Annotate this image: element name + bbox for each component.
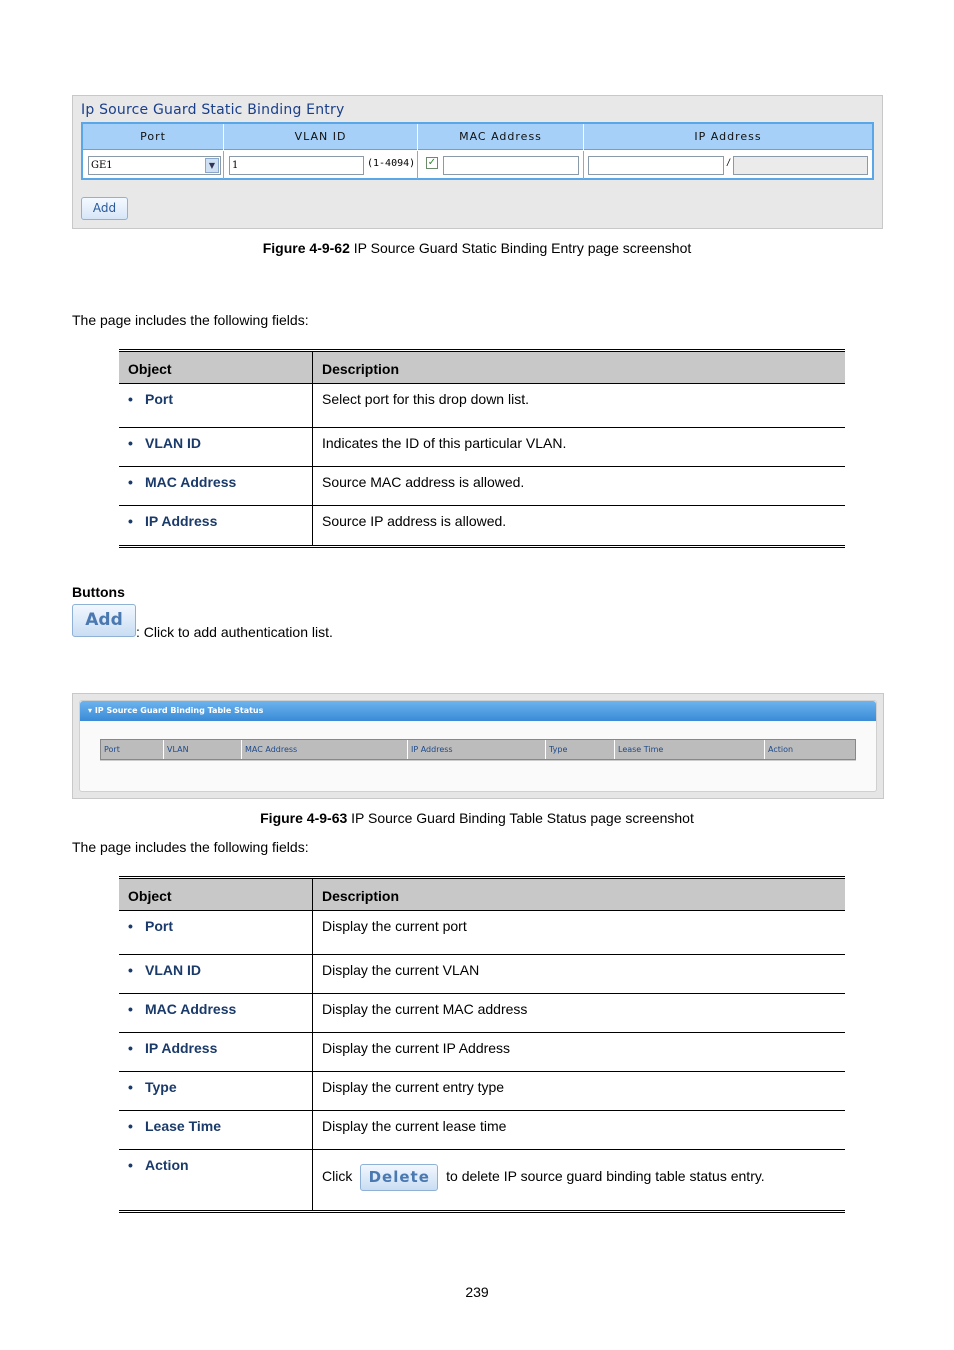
page-number: 239 [465, 1284, 489, 1300]
add-button-large[interactable]: Add [72, 604, 136, 637]
col-ip-address: IP Address [694, 130, 762, 143]
status-panel-body [79, 700, 877, 792]
description-cell: Display the current lease time [322, 1118, 507, 1134]
description-cell [313, 1150, 845, 1210]
table-row [119, 506, 845, 545]
ip-mask-input[interactable] [733, 156, 868, 175]
header-object: Object [119, 879, 313, 910]
table-row [119, 1033, 845, 1072]
port-select-value: GE1 [91, 160, 113, 171]
table-row [119, 1111, 845, 1150]
table-row [119, 467, 845, 506]
mac-address-input[interactable] [443, 156, 579, 175]
col-mac-address: MAC Address [242, 740, 408, 759]
col-port: Port [101, 740, 164, 759]
status-table-header [100, 739, 856, 760]
table-row [119, 1150, 845, 1210]
description-cell: Display the current VLAN [322, 962, 480, 978]
col-action: Action [768, 745, 794, 754]
caption-label: Figure 4-9-62 [262, 240, 350, 256]
fields-table-1 [119, 349, 845, 548]
table-row [119, 911, 845, 955]
object-cell: • Port [119, 911, 313, 954]
header-object: Object [119, 352, 313, 383]
description-cell: Source MAC address is allowed. [322, 474, 525, 490]
caption-text: IP Source Guard Binding Table Status page screenshot [347, 810, 694, 826]
col-ip-address: IP Address [408, 740, 546, 759]
mac-cell [418, 151, 584, 179]
col-vlan-id: VLAN ID [224, 124, 418, 150]
figure-caption-1 [0, 240, 954, 256]
description-cell: Display the current IP Address [322, 1040, 511, 1056]
col-mac-address: MAC Address [418, 124, 584, 150]
add-button-description: : Click to add authentication list. [136, 624, 333, 640]
description-cell: Indicates the ID of this particular VLAN. [322, 435, 567, 451]
object-cell: • Action [119, 1150, 313, 1210]
description-cell: Source IP address is allowed. [322, 513, 507, 529]
caption-label: Figure 4-9-63 [260, 810, 348, 826]
description-cell: Select port for this drop down list. [322, 391, 529, 407]
table-header [119, 879, 845, 911]
table-row [119, 428, 845, 467]
collapse-icon[interactable]: ▾ [88, 706, 93, 715]
delete-button[interactable]: Delete [360, 1164, 438, 1191]
port-select[interactable] [88, 156, 221, 175]
table-row [119, 994, 845, 1033]
divider [100, 760, 856, 761]
status-panel-title-bar[interactable] [80, 701, 876, 721]
action-prefix: Click [322, 1168, 353, 1185]
ip-cell [584, 151, 872, 179]
buttons-heading: Buttons [72, 584, 125, 600]
object-cell: • VLAN ID [119, 428, 313, 466]
status-panel-title: IP Source Guard Binding Table Status [94, 706, 264, 715]
table-row [119, 1072, 845, 1111]
header-description: Description [322, 888, 400, 904]
binding-entry-table [81, 122, 874, 180]
vlan-id-input[interactable]: 1 [229, 156, 364, 175]
description-cell: Display the current entry type [322, 1079, 505, 1095]
ip-address-input[interactable] [588, 156, 724, 175]
col-lease-time: Lease Time [615, 740, 765, 759]
vlan-range-hint: (1-4094) [367, 158, 416, 169]
object-cell: • VLAN ID [119, 955, 313, 993]
ip-separator: / [727, 158, 730, 169]
intro-paragraph-2: The page includes the following fields: [72, 839, 309, 855]
fields-table-2 [119, 876, 845, 1213]
object-cell: • MAC Address [119, 467, 313, 505]
static-binding-entry-panel [72, 95, 883, 229]
table-header [119, 352, 845, 384]
col-port: Port [83, 124, 224, 150]
header-description: Description [322, 361, 400, 377]
description-cell: Display the current MAC address [322, 1001, 528, 1017]
object-cell: • MAC Address [119, 994, 313, 1032]
table-row [119, 955, 845, 994]
vlan-cell [224, 151, 418, 179]
object-cell: • IP Address [119, 1033, 313, 1071]
entry-row [83, 151, 872, 179]
col-type: Type [546, 740, 615, 759]
object-cell: • Type [119, 1072, 313, 1110]
add-button[interactable]: Add [81, 197, 128, 220]
caption-text: IP Source Guard Static Binding Entry page screenshot [349, 240, 692, 256]
description-cell: Display the current port [322, 918, 467, 934]
chevron-down-icon[interactable]: ▼ [205, 158, 219, 173]
object-cell: • Lease Time [119, 1111, 313, 1149]
binding-table-status-panel [72, 693, 884, 799]
object-cell: • IP Address [119, 506, 313, 545]
panel-title: Ip Source Guard Static Binding Entry [81, 102, 345, 118]
action-suffix: to delete IP source guard binding table status entry. [446, 1168, 765, 1185]
table-header [83, 124, 872, 150]
port-cell [83, 151, 224, 179]
mac-enable-checkbox[interactable]: ✓ [427, 157, 437, 168]
table-row [119, 384, 845, 428]
col-vlan: VLAN [164, 740, 242, 759]
object-cell: • Port [119, 384, 313, 427]
figure-caption-2 [0, 810, 954, 826]
intro-paragraph-1: The page includes the following fields: [72, 312, 309, 328]
